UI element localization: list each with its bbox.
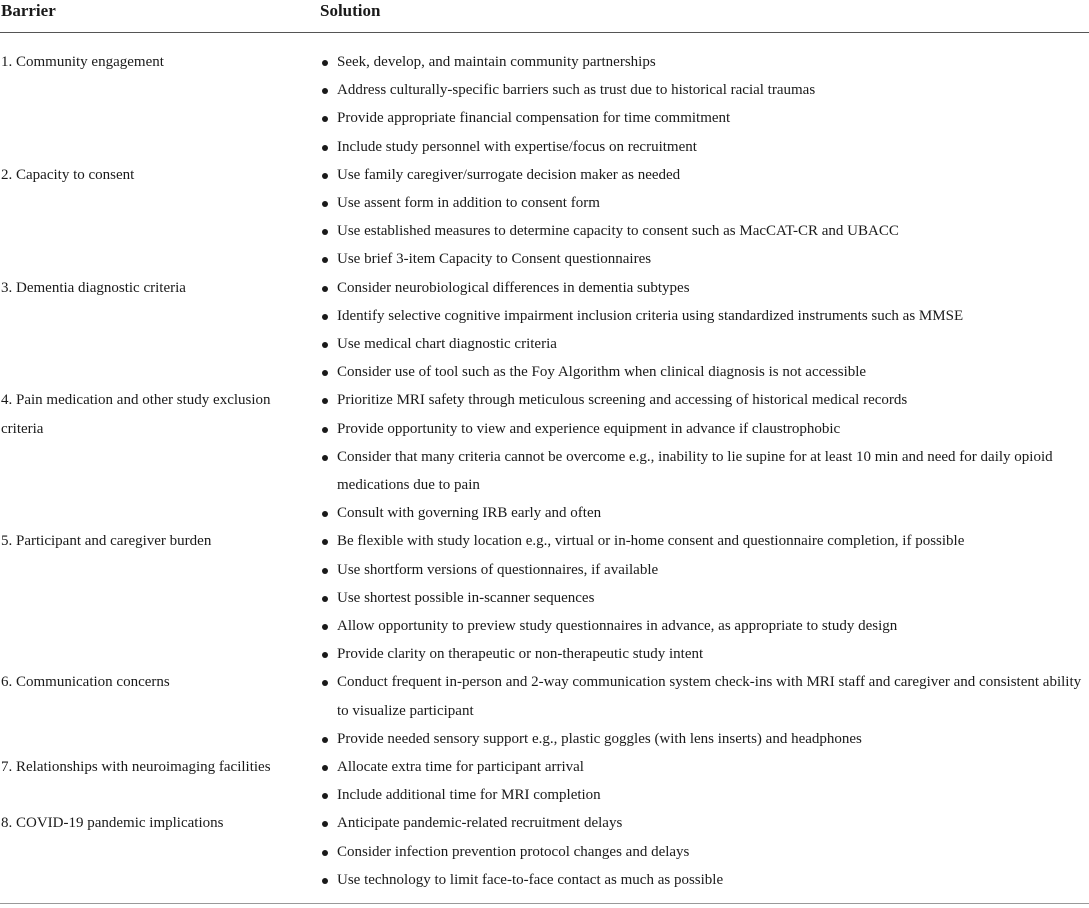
solution-item: Consider that many criteria cannot be overcome e.g., inability to lie supine for at least 10 min and need for daily opioid medications due to pain xyxy=(320,443,1089,499)
barrier-cell: 5. Participant and caregiver burden xyxy=(1,533,212,550)
header-solution: Solution xyxy=(320,1,381,20)
solution-item: Use technology to limit face-to-face contact as much as possible xyxy=(320,866,1089,894)
solution-list xyxy=(320,161,1089,274)
solution-item: Be flexible with study location e.g., virtual or in-home consent and questionnaire completion, if possible xyxy=(320,527,1089,555)
table-row xyxy=(0,668,1089,753)
solution-list xyxy=(320,48,1089,161)
solution-item: Use family caregiver/surrogate decision maker as needed xyxy=(320,161,1089,189)
solution-item: Consider infection prevention protocol changes and delays xyxy=(320,838,1089,866)
solution-item: Use shortform versions of questionnaires, if available xyxy=(320,556,1089,584)
solution-list xyxy=(320,274,1089,387)
table-row xyxy=(0,161,1089,274)
barrier-cell: 4. Pain medication and other study exclusion criteria xyxy=(1,392,271,437)
solution-item: Consider neurobiological differences in dementia subtypes xyxy=(320,274,1089,302)
table-row xyxy=(0,809,1089,894)
solution-list xyxy=(320,809,1089,894)
barrier-cell: 8. COVID-19 pandemic implications xyxy=(1,815,224,832)
solution-item: Use medical chart diagnostic criteria xyxy=(320,330,1089,358)
barrier-cell: 1. Community engagement xyxy=(1,54,164,70)
solution-item: Use assent form in addition to consent form xyxy=(320,189,1089,217)
solution-item: Include study personnel with expertise/focus on recruitment xyxy=(320,133,1089,161)
solution-item: Prioritize MRI safety through meticulous screening and accessing of historical medical records xyxy=(320,386,1089,414)
barrier-cell: 7. Relationships with neuroimaging facilities xyxy=(1,759,271,776)
solution-item: Identify selective cognitive impairment inclusion criteria using standardized instruments such as MMSE xyxy=(320,302,1089,330)
solution-item: Use brief 3-item Capacity to Consent questionnaires xyxy=(320,245,1089,273)
barrier-cell: 6. Communication concerns xyxy=(1,674,170,691)
solution-item: Provide clarity on therapeutic or non-therapeutic study intent xyxy=(320,640,1089,668)
table-row xyxy=(0,527,1089,668)
table-bottom-rule xyxy=(0,903,1089,904)
solution-list xyxy=(320,753,1089,809)
solution-item: Allow opportunity to preview study questionnaires in advance, as appropriate to study design xyxy=(320,612,1089,640)
solution-item: Use shortest possible in-scanner sequences xyxy=(320,584,1089,612)
solution-item: Allocate extra time for participant arrival xyxy=(320,753,1089,781)
solution-item: Provide needed sensory support e.g., plastic goggles (with lens inserts) and headphones xyxy=(320,725,1089,753)
solution-item: Include additional time for MRI completion xyxy=(320,781,1089,809)
solution-item: Seek, develop, and maintain community partnerships xyxy=(320,48,1089,76)
solution-list xyxy=(320,386,1089,527)
table-row xyxy=(0,48,1089,161)
solution-item: Anticipate pandemic-related recruitment delays xyxy=(320,809,1089,837)
solution-item: Conduct frequent in-person and 2-way communication system check-ins with MRI staff and caregiver and consistent ability to visualize participant xyxy=(320,668,1089,724)
barrier-cell: 3. Dementia diagnostic criteria xyxy=(1,279,186,296)
table-row xyxy=(0,274,1089,387)
solution-item: Address culturally-specific barriers such as trust due to historical racial traumas xyxy=(320,76,1089,104)
solution-item: Provide opportunity to view and experience equipment in advance if claustrophobic xyxy=(320,415,1089,443)
solution-list xyxy=(320,527,1089,668)
barrier-cell: 2. Capacity to consent xyxy=(1,166,135,183)
table-body xyxy=(0,48,1089,894)
solution-item: Consult with governing IRB early and often xyxy=(320,499,1089,527)
solution-list xyxy=(320,668,1089,753)
table-row xyxy=(0,753,1089,809)
solution-item: Provide appropriate financial compensation for time commitment xyxy=(320,104,1089,132)
table-row xyxy=(0,386,1089,527)
solution-item: Use established measures to determine capacity to consent such as MacCAT-CR and UBACC xyxy=(320,217,1089,245)
solution-item: Consider use of tool such as the Foy Algorithm when clinical diagnosis is not accessible xyxy=(320,358,1089,386)
header-barrier: Barrier xyxy=(1,1,56,20)
table-header xyxy=(0,0,1089,33)
